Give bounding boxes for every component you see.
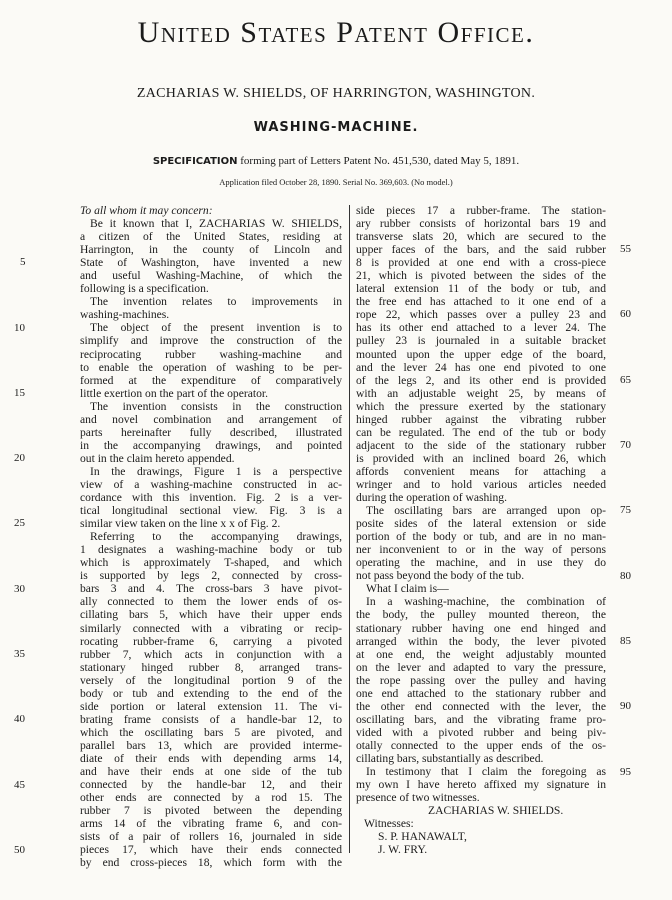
text-line: rope 22, which passes over a pulley 23 and: [356, 308, 606, 322]
text-line: the free end has attached to it one end of a: [356, 295, 606, 309]
text-line: operating the machine, and in use they do: [356, 556, 606, 570]
text-line: body or tub and extending to the end of the: [80, 686, 342, 700]
text-line: with an adjustable weight 25, by means of: [356, 386, 606, 400]
text-line: to enable the operation of washing to be per-: [80, 360, 342, 374]
text-line: S. P. HANAWALT,: [378, 830, 467, 844]
text-line: can be regulated. The end of the tub or body: [356, 425, 606, 439]
text-line: washing-machines.: [80, 308, 170, 322]
text-line: on the lever and adapted to vary the pressure,: [356, 660, 606, 674]
text-line: rubber 7, which acts in conjunction with a: [80, 647, 342, 661]
text-line: The oscillating bars are arranged upon op-: [366, 504, 606, 518]
text-line: Referring to the accompanying drawings,: [90, 530, 342, 544]
text-line: pulley 23 is journaled in a suitable bracket: [356, 334, 606, 348]
text-line: simplify and improve the construction of the: [80, 334, 342, 348]
text-line: at one end, the weight adjustably mounted: [356, 647, 606, 661]
text-line: pieces 17, which have their ends connected: [80, 843, 342, 857]
line-number: 70: [620, 439, 631, 452]
text-line: formed at the expenditure of comparatively: [80, 373, 342, 387]
text-line: connected by the handle-bar 12, and their: [80, 778, 342, 792]
line-number: 50: [14, 843, 25, 856]
line-number: 5: [20, 256, 26, 269]
text-line: In a washing-machine, the combination of: [366, 595, 606, 609]
left-column: [80, 204, 342, 869]
specification-text: forming part of Letters Patent No. 451,530, dated May 5, 1891.: [240, 155, 520, 167]
text-line: adjacent to the side of the stationary rubber: [356, 438, 606, 452]
text-line: transverse slats 20, which are secured to the: [356, 230, 606, 244]
line-number: 35: [14, 648, 25, 661]
text-line: sists of a pair of rollers 16, journaled in side: [80, 830, 342, 844]
text-line: brating frame consists of a handle-bar 12, to: [80, 712, 342, 726]
text-line: by end cross-pieces 18, which form with the: [80, 856, 342, 870]
text-line: stationary rubber having one end hinged and: [356, 621, 606, 635]
text-line: wringer and to hold various articles needed: [356, 477, 606, 491]
text-line: and useful Washing-Machine, of which the: [80, 269, 342, 283]
line-number: 30: [14, 582, 25, 595]
text-line: and have their ends at one side of the tub: [80, 765, 342, 779]
text-line: 8 is provided at one end with a cross-piece: [356, 256, 606, 270]
text-line: mounted upon the upper edge of the board,: [356, 347, 606, 361]
text-line: ner inconvenient to or in the way of persons: [356, 543, 606, 557]
line-number: 55: [620, 243, 631, 256]
text-line: one end attached to the stationary rubber and: [356, 686, 606, 700]
text-line: tical longitudinal sectional view. Fig. 3 is a: [80, 504, 342, 518]
line-number: 40: [14, 713, 25, 726]
line-number: 80: [620, 569, 631, 582]
text-line: portion of the body or tub, and are in no man-: [356, 530, 606, 544]
text-line: diate of their ends with depending arms 14,: [80, 751, 342, 765]
text-line: rubber 7 is pivoted between the depending: [80, 804, 342, 818]
text-line: The object of the present invention is to: [90, 321, 342, 335]
line-number: 45: [14, 778, 25, 791]
text-line: not pass beyond the body of the tub.: [356, 569, 525, 583]
text-line: upper faces of the bars, and the said rubber: [356, 243, 606, 257]
line-number: 10: [14, 321, 25, 334]
text-line: during the operation of washing.: [356, 491, 508, 505]
text-line: The invention consists in the construction: [90, 399, 342, 413]
line-number: 65: [620, 373, 631, 386]
text-line: arranged within the body, the lever pivoted: [356, 634, 606, 648]
line-number: 25: [14, 517, 25, 530]
text-line: bars 3 and 4. The cross-bars 3 have pivot-: [80, 582, 342, 596]
line-number: 75: [620, 504, 631, 517]
column-divider: [349, 205, 350, 853]
text-line: affords convenient means for attaching a: [356, 464, 606, 478]
line-number: 15: [14, 386, 25, 399]
text-line: rocating rubber-frame 6, carrying a pivoted: [80, 634, 342, 648]
text-line: the other end connected with the lever, the: [356, 699, 606, 713]
text-line: and novel combination and arrangement of: [80, 412, 342, 426]
text-line: which the oscillating bars 5 are pivoted, and: [80, 725, 342, 739]
text-line: lateral extension 11 of the body or tub, and: [356, 282, 606, 296]
text-line: oscillating bars, and the vibrating frame pro-: [356, 712, 606, 726]
application-line: Application filed October 28, 1890. Serial No. 369,603. (No model.): [219, 177, 453, 187]
text-line: Be it known that I, ZACHARIAS W. SHIELDS,: [90, 217, 342, 231]
text-line: which the pressure exerted by the stationary: [356, 399, 606, 413]
line-number: 60: [620, 308, 631, 321]
text-line: posite sides of the lateral extension or side: [356, 517, 606, 531]
text-line: ary rubber consists of horizontal bars 19 and: [356, 217, 606, 231]
text-line: In testimony that I claim the foregoing as: [366, 765, 606, 779]
line-number: 20: [14, 452, 25, 465]
line-number: 95: [620, 765, 631, 778]
text-line: Witnesses:: [364, 817, 414, 831]
text-line: is provided with an inclined board 26, which: [356, 451, 606, 465]
text-line: versely of the longitudinal portion 9 of the: [80, 673, 342, 687]
text-line: side pieces 17 a rubber-frame. The station-: [356, 204, 606, 217]
text-line: cillating bars 5, which have their upper ends: [80, 608, 342, 622]
text-line: little exertion on the part of the operator.: [80, 386, 269, 400]
text-line: which is approximately T-shaped, and which: [80, 556, 342, 570]
text-line: of the legs 2, and its other end is provided: [356, 373, 606, 387]
text-line: has its other end attached to a lever 24. The: [356, 321, 606, 335]
text-line: In the drawings, Figure 1 is a perspective: [90, 464, 342, 478]
text-line: otally connected to the upper ends of the os-: [356, 738, 606, 752]
text-line: out in the claim hereto appended.: [80, 451, 235, 465]
text-line: vided with a pivoted rubber and being piv-: [356, 725, 606, 739]
text-line: Harrington, in the county of Lincoln and: [80, 243, 342, 257]
text-line: hinged rubber against the vibrating rubber: [356, 412, 606, 426]
line-number: 85: [620, 634, 631, 647]
text-line: arms 14 of the vibrating frame 6, and con-: [80, 817, 342, 831]
invention-title: WASHING-MACHINE.: [253, 120, 419, 135]
patent-office-heading: United States Patent Office.: [137, 16, 535, 49]
text-line: cordance with this invention. Fig. 2 is a ver-: [80, 491, 342, 505]
text-line: parallel bars 13, which are provided interme-: [80, 738, 342, 752]
specification-label: SPECIFICATION: [152, 156, 238, 167]
text-line: is supported by legs 2, connected by cross-: [80, 569, 342, 583]
text-line: a citizen of the United States, residing at: [80, 230, 342, 244]
text-line: following is a specification.: [80, 282, 209, 296]
text-line: stationary hinged rubber 8, arranged trans-: [80, 660, 342, 674]
text-line: the rope passing over the pulley and having: [356, 673, 606, 687]
text-line: 21, which is pivoted between the sides of the: [356, 269, 606, 283]
text-line: J. W. FRY.: [378, 843, 428, 857]
text-line: ZACHARIAS W. SHIELDS.: [428, 804, 564, 818]
right-column: [356, 204, 606, 856]
text-line: in the accompanying drawings, and pointed: [80, 438, 342, 452]
text-line: the body, the pulley mounted thereon, the: [356, 608, 606, 622]
text-line: ally connected to them the lower ends of os-: [80, 595, 342, 609]
line-number: 90: [620, 700, 631, 713]
text-line: 1 designates a washing-machine body or tub: [80, 543, 342, 557]
text-line: reciprocating rubber washing-machine and: [80, 347, 342, 361]
inventor-line: ZACHARIAS W. SHIELDS, OF HARRINGTON, WASHINGTON.: [136, 86, 536, 101]
text-line: cillating bars, substantially as described.: [356, 751, 544, 765]
text-line: What I claim is—: [366, 582, 449, 596]
text-line: and the lever 24 has one end pivoted to one: [356, 360, 606, 374]
text-line: The invention relates to improvements in: [90, 295, 342, 309]
text-line: view of a washing-machine constructed in ac-: [80, 477, 342, 491]
specification-line: [0, 155, 672, 167]
text-line: side portion or lateral extension 11. The vi-: [80, 699, 342, 713]
text-line: presence of two witnesses.: [356, 791, 480, 805]
text-line: my own I have hereto affixed my signature in: [356, 778, 606, 792]
text-line: similarly connected with a vibrating or recip-: [80, 621, 342, 635]
text-line: similar view taken on the line x x of Fig. 2.: [80, 517, 281, 531]
text-line: To all whom it may concern:: [80, 204, 213, 217]
text-line: State of Washington, have invented a new: [80, 256, 342, 270]
text-line: other ends are connected by a rod 15. The: [80, 791, 342, 805]
text-line: parts hereinafter fully described, illustrated: [80, 425, 342, 439]
